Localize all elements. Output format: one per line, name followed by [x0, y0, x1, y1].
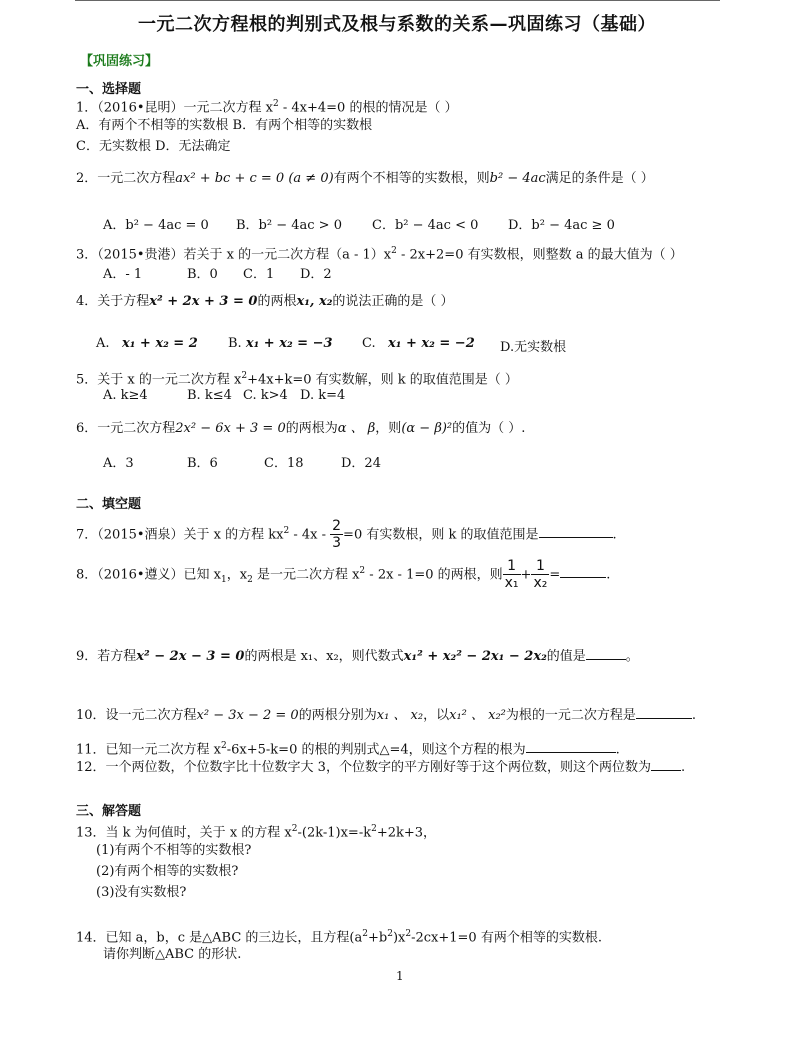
answer-blank-12 — [651, 758, 681, 771]
question-1-options-ab: A．有两个不相等的实数根 B．有两个相等的实数根 — [76, 118, 373, 133]
question-7: 7．（2015•酒泉）关于 x 的方程 $kx^2 - 4x$ - $\frac{2}{3}$ =0 有实数根，则 k 的取值范围是 . — [76, 518, 617, 552]
question-4-option-d: D.无实数根 — [500, 340, 567, 355]
answer-blank-10 — [636, 706, 692, 719]
question-2-option-c: C．b² − 4ac < 0 — [372, 218, 479, 233]
question-13-part-3: (3)没有实数根? — [96, 885, 187, 900]
answer-blank-7 — [539, 525, 613, 538]
question-13-part-2: (2)有两个相等的实数根? — [96, 864, 239, 879]
question-4-option-b: B. x₁ + x₂ = −3 — [228, 336, 333, 351]
fraction-2-3: $\frac{2}{3}$ — [332, 518, 342, 552]
page-title: 一元二次方程根的判别式及根与系数的关系—巩固练习（基础） — [138, 14, 656, 35]
answer-blank-11 — [526, 740, 616, 753]
question-3: 3．（2015•贵港）若关于 x 的一元二次方程$(a - 1)x^2 - 2x+2=0$ 有实数根，则整数 a 的最大值为（ ） — [76, 246, 683, 263]
question-5-option-d: D. k=4 — [300, 388, 346, 403]
question-1-options-cd: C．无实数根 D．无法确定 — [76, 139, 231, 154]
page-number: 1 — [396, 969, 404, 983]
section-heading-choice: 一、选择题 — [76, 82, 142, 97]
answer-blank-8 — [560, 565, 606, 578]
question-9: 9．若方程x² − 2x − 3 = 0的两根是 x₁、x₂，则代数式x₁² + x₂² − 2x₁ − 2x₂的值是 。 — [76, 649, 639, 664]
question-13-part-1: (1)有两个不相等的实数根? — [96, 843, 252, 858]
question-2-option-d: D．b² − 4ac ≥ 0 — [508, 218, 615, 233]
section-tag: 【巩固练习】 — [80, 54, 159, 69]
question-8: 8．（2016•遵义）已知 $x_1$，$x_2$ 是一元二次方程 $x^2 - 2x - 1=0$ 的两根，则 $\frac{1}{\text{x₁}}$ + $\frac{1}{\text{x₂}}$ = . — [76, 558, 611, 592]
question-10: 10．设一元二次方程x² − 3x − 2 = 0的两根分别为x₁ 、 x₂，以x₁² 、 x₂²为根的一元二次方程是 . — [76, 708, 697, 723]
question-2-option-a: A．b² − 4ac = 0 — [103, 218, 209, 233]
question-5-option-b: B. k≤4 — [187, 388, 232, 403]
question-6-option-a: A．3 — [103, 456, 134, 471]
question-3-option-c: C．1 — [243, 267, 275, 282]
question-14-line-2: 请你判断△ABC 的形状. — [103, 947, 242, 962]
question-4: 4．关于方程x² + 2x + 3 = 0的两根x₁, x₂的说法正确的是（ ） — [76, 294, 454, 309]
question-4-option-c: C. x₁ + x₂ = −2 — [362, 336, 475, 351]
question-2: 2．一元二次方程ax² + bc + c = 0 (a ≠ 0)有两个不相等的实数根，则b² − 4ac满足的条件是（ ） — [76, 171, 654, 186]
answer-blank-9 — [586, 647, 626, 660]
question-14: 14．已知 a，b，c 是△ABC 的三边长，且方程$(a^2+b^2)x^2-2cx+1=0$ 有两个相等的实数根. — [76, 929, 602, 946]
question-13: 13．当 k 为何值时，关于 x 的方程 $x^2-(2k-1)x=-k^2+2k+3$， — [76, 824, 437, 841]
fraction-1-x2: $\frac{1}{\text{x₂}}$ — [533, 558, 548, 592]
question-12: 12．一个两位数，个位数字比十位数字大 3，个位数字的平方刚好等于这个两位数，则这个两位数为 . — [76, 760, 686, 775]
question-6-option-d: D．24 — [341, 456, 381, 471]
question-6-option-b: B．6 — [187, 456, 218, 471]
question-3-option-d: D．2 — [300, 267, 332, 282]
fraction-1-x1: $\frac{1}{\text{x₁}}$ — [504, 558, 519, 592]
top-rule — [75, 0, 720, 1]
question-4-option-a: A. x₁ + x₂ = 2 — [96, 336, 198, 351]
question-3-option-a: A．- 1 — [103, 267, 143, 282]
question-6-option-c: C．18 — [264, 456, 304, 471]
question-1: 1．（2016•昆明）一元二次方程 $x^2 - 4x+4=0$ 的根的情况是（ ） — [76, 99, 458, 116]
question-5-option-a: A. k≥4 — [103, 388, 148, 403]
question-11: 11．已知一元二次方程 $x^2-6x+5-k=0$ 的根的判别式△=4，则这个方程的根为 . — [76, 741, 620, 758]
question-3-option-b: B．0 — [187, 267, 218, 282]
question-5: 5．关于 x 的一元二次方程 $x^2+4x+k=0$ 有实数解，则 k 的取值范围是（ ） — [76, 371, 518, 388]
section-heading-solve: 三、解答题 — [76, 804, 142, 819]
section-heading-fill: 二、填空题 — [76, 497, 142, 512]
question-5-option-c: C. k>4 — [243, 388, 288, 403]
question-6: 6．一元二次方程2x² − 6x + 3 = 0的两根为α 、 β，则(α − β)²的值为（ ）. — [76, 421, 526, 436]
question-2-option-b: B．b² − 4ac > 0 — [236, 218, 342, 233]
